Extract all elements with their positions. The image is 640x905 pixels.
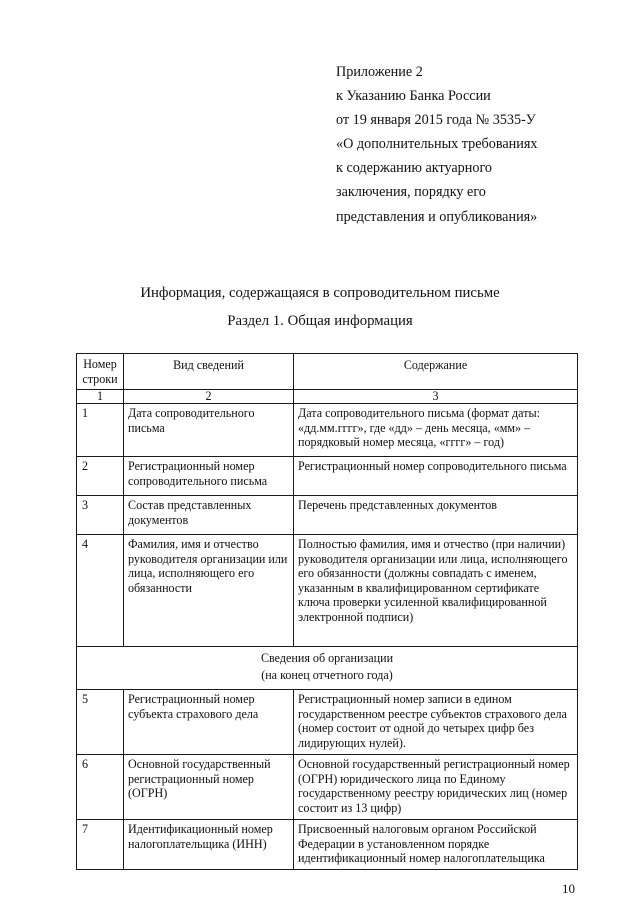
subsection-subtitle: (на конец отчетного года) — [261, 668, 393, 682]
row-kind: Идентификационный номер налогоплательщика (ИНН) — [124, 820, 294, 870]
subsection-heading — [77, 647, 578, 690]
table-row — [77, 690, 578, 755]
row-number: 6 — [77, 755, 124, 820]
row-kind: Дата сопроводительного письма — [124, 404, 294, 457]
row-kind: Основной государственный регистрационный номер (ОГРН) — [124, 755, 294, 820]
annex-line: к содержанию актуарного — [336, 160, 493, 177]
row-content: Регистрационный номер записи в едином государственном реестре субъектов страхового дела (номер состоит от одной до четырех цифр без лидирующих нулей). — [294, 690, 578, 755]
table-row — [77, 457, 578, 496]
column-index: 1 — [77, 390, 124, 404]
column-index-row — [77, 390, 578, 404]
section-title: Раздел 1. Общая информация — [227, 313, 413, 329]
header-kind: Вид сведений — [124, 354, 294, 390]
row-number: 4 — [77, 535, 124, 647]
row-kind: Регистрационный номер сопроводительного письма — [124, 457, 294, 496]
document-title: Информация, содержащаяся в сопроводительном письме — [140, 285, 500, 301]
annex-line: от 19 января 2015 года № 3535-У — [336, 112, 536, 129]
header-row-number: Номер строки — [77, 354, 124, 390]
information-table — [76, 353, 578, 870]
table-row — [77, 404, 578, 457]
header-content: Содержание — [294, 354, 578, 390]
row-content: Присвоенный налоговым органом Российской Федерации в установленном порядке идентификационный номер налогоплательщика — [294, 820, 578, 870]
row-kind: Состав представленных документов — [124, 496, 294, 535]
table-row — [77, 820, 578, 870]
annex-line: «О дополнительных требованиях — [336, 136, 538, 153]
table-row — [77, 535, 578, 647]
row-number: 7 — [77, 820, 124, 870]
row-content: Полностью фамилия, имя и отчество (при наличии) руководителя организации или лица, исполняющего его обязанности (должны совпадать с именем, указанным в квалифицированном сертификате ключа проверки усиленной квалифицированной электронной подписи) — [294, 535, 578, 647]
annex-line: представления и опубликования» — [336, 208, 538, 225]
row-number: 5 — [77, 690, 124, 755]
page-number: 10 — [562, 881, 575, 896]
row-kind: Регистрационный номер субъекта страхового дела — [124, 690, 294, 755]
annex-line: Приложение 2 — [336, 64, 423, 80]
subsection-row — [77, 647, 578, 690]
annex-line: заключения, порядку его — [336, 184, 486, 201]
column-index: 2 — [124, 390, 294, 404]
row-number: 3 — [77, 496, 124, 535]
annex-line: к Указанию Банка России — [336, 88, 491, 105]
row-content: Перечень представленных документов — [294, 496, 578, 535]
table-row — [77, 496, 578, 535]
row-number: 1 — [77, 404, 124, 457]
row-content: Основной государственный регистрационный номер (ОГРН) юридического лица по Единому государственному реестру юридических лиц (номер состоит из 13 цифр) — [294, 755, 578, 820]
table-header-row — [77, 354, 578, 390]
subsection-title: Сведения об организации — [260, 651, 394, 665]
column-index: 3 — [294, 390, 578, 404]
row-content: Дата сопроводительного письма (формат даты: «дд.мм.гггг», где «дд» – день месяца, «мм» – порядковый номер месяца, «гггг» – год) — [294, 404, 578, 457]
annex-reference — [336, 60, 537, 229]
row-number: 2 — [77, 457, 124, 496]
table-row — [77, 755, 578, 820]
row-kind: Фамилия, имя и отчество руководителя организации или лица, исполняющего его обязанности — [124, 535, 294, 647]
row-content: Регистрационный номер сопроводительного письма — [294, 457, 578, 496]
